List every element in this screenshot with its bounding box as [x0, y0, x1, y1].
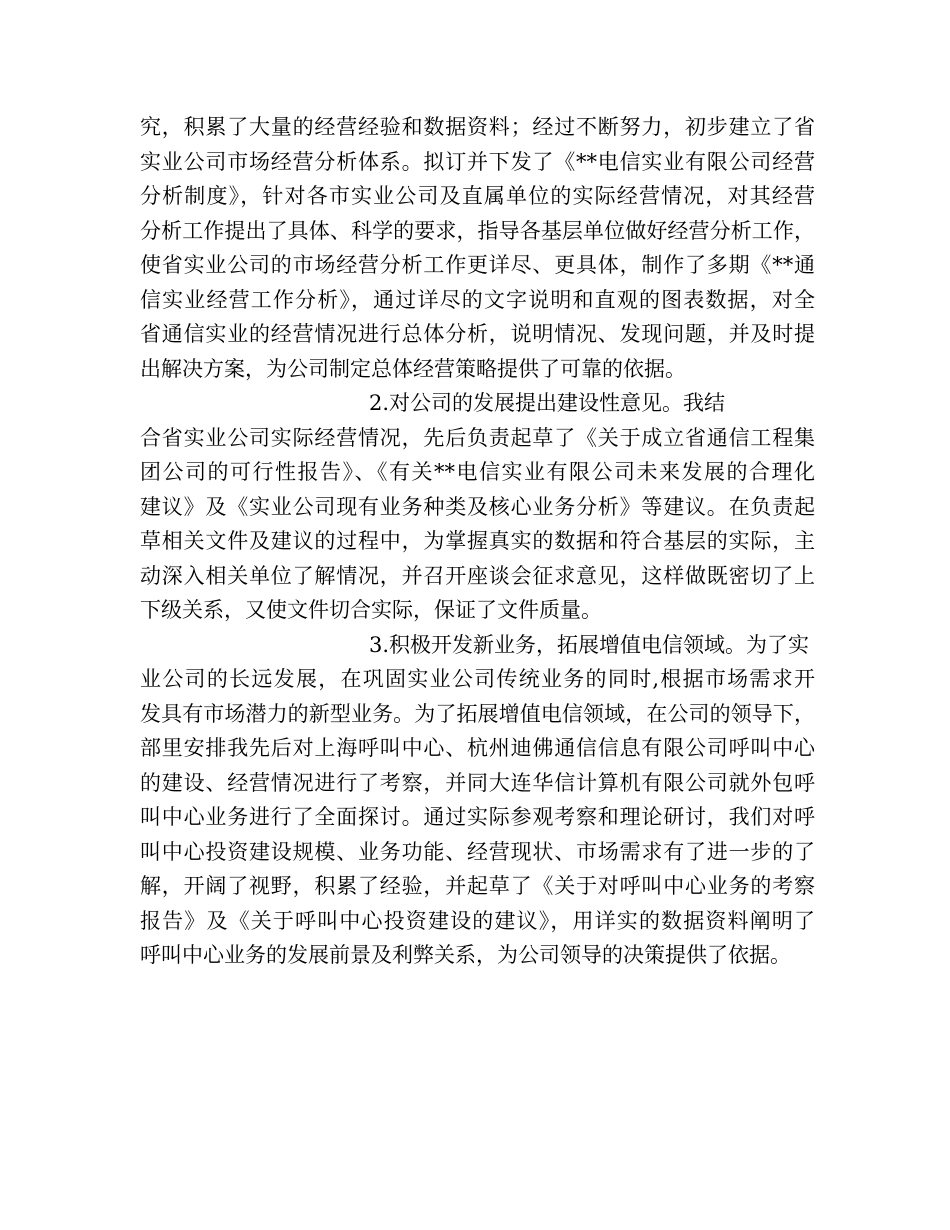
text-line: 分析工作提出了具体、科学的要求，指导各基层单位做好经营分析工作，: [140, 218, 815, 243]
text-line: 省通信实业的经营情况进行总体分析，说明情况、发现问题，并及时提: [140, 322, 815, 346]
text-line: 究，积累了大量的经营经验和数据资料；经过不断努力，初步建立了省: [140, 115, 815, 139]
text-line: 呼叫中心业务的发展前景及利弊关系，为公司领导的决策提供了依据。: [140, 943, 791, 967]
text-line: 出解决方案，为公司制定总体经营策略提供了可靠的依据。: [140, 356, 686, 381]
section-heading: 2.对公司的发展提出建设性意见。我结: [369, 391, 726, 415]
text-line: 解，开阔了视野，积累了经验，并起草了《关于对呼叫中心业务的考察: [140, 874, 815, 898]
text-line: 发具有市场潜力的新型业务。为了拓展增值电信领域，在公司的领导下，: [140, 701, 815, 726]
text-line: 的建设、经营情况进行了考察，并同大连华信计算机有限公司就外包呼: [140, 770, 815, 795]
text-line: 建议》及《实业公司现有业务种类及核心业务分析》等建议。在负责起: [140, 494, 815, 519]
text-line: 分析制度》，针对各市实业公司及直属单位的实际经营情况，对其经营: [140, 184, 815, 208]
text-line: 下级关系，又使文件切合实际，保证了文件质量。: [140, 598, 602, 622]
text-line: 草相关文件及建议的过程中，为掌握真实的数据和符合基层的实际，主: [140, 529, 815, 553]
text-line: 实业公司市场经营分析体系。拟订并下发了《**电信实业有限公司经营: [140, 149, 815, 174]
text-line: 业公司的长远发展，在巩固实业公司传统业务的同时,根据市场需求开: [140, 667, 815, 691]
body-text: [140, 110, 815, 973]
text-line: 合省实业公司实际经营情况，先后负责起草了《关于成立省通信工程集: [140, 425, 815, 450]
text-line: 叫中心投资建设规模、业务功能、经营现状、市场需求有了进一步的了: [140, 839, 815, 864]
text-line: 使省实业公司的市场经营分析工作更详尽、更具体，制作了多期《**通: [140, 253, 815, 277]
text-line: 报告》及《关于呼叫中心投资建设的建议》，用详实的数据资料阐明了: [140, 908, 815, 933]
text-line: 团公司的可行性报告》、《有关**电信实业有限公司未来发展的合理化: [140, 460, 815, 484]
text-line: 动深入相关单位了解情况，并召开座谈会征求意见，这样做既密切了上: [140, 563, 815, 588]
section-heading: 3.积极开发新业务，拓展增值电信领域。为了实: [369, 632, 810, 657]
text-line: 信实业经营工作分析》，通过详尽的文字说明和直观的图表数据，对全: [140, 287, 815, 312]
text-line: 叫中心业务进行了全面探讨。通过实际参观考察和理论研讨，我们对呼: [140, 805, 815, 829]
text-line: 部里安排我先后对上海呼叫中心、杭州迪佛通信信息有限公司呼叫中心: [140, 736, 815, 760]
